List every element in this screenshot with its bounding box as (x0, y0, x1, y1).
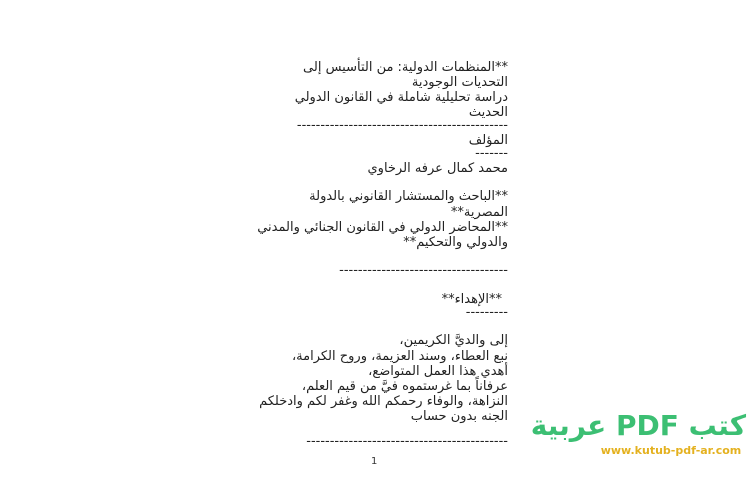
author-name: محمد كمال عرفه الرخاوي (367, 161, 508, 176)
dedication-line-1: إلى والديَّ الكريمين، (399, 333, 508, 348)
watermark-logo (530, 409, 746, 458)
author-title-line-2: المصرية** (450, 205, 508, 220)
page-number: 1 (371, 456, 378, 467)
dedication-line-2: نبع العطاء، وسند العزيمة، وروح الكرامة، (291, 349, 508, 364)
separator-4: --------- (465, 305, 508, 320)
dedication-line-5: النزاهة، والوفاء رحمكم الله وغفر لكم وادخلكم (259, 394, 508, 409)
separator-3: ------------------------------------ (339, 263, 508, 278)
dedication-heading: **الإهداء** (441, 292, 502, 307)
watermark-title: كتب PDF عربية (530, 409, 746, 442)
separator-1: --------------------------------------------- (296, 118, 508, 133)
author-heading: المؤلف (468, 133, 508, 148)
separator-5: ------------------------------------------- (306, 434, 508, 449)
dedication-line-4: عرفاناً بما غرستموه فيَّ من قيم العلم، (301, 379, 508, 394)
dedication-line-6: الجنه بدون حساب (410, 409, 508, 424)
author-title-line-3: **المحاضر الدولي في القانون الجنائي والمدني (257, 220, 508, 235)
title-line-2: التحديات الوجودية (411, 75, 508, 90)
author-title-line-1: **الباحث والمستشار القانوني بالدولة (309, 189, 508, 204)
subtitle-line-2: الحديث (468, 105, 508, 120)
separator-2: ------- (475, 146, 508, 161)
dedication-line-3: أهدي هذا العمل المتواضع، (368, 364, 508, 379)
title-line-1: **المنظمات الدولية: من التأسيس إلى (303, 60, 508, 75)
subtitle-line-1: دراسة تحليلية شاملة في القانون الدولي (294, 90, 508, 105)
author-title-line-4: والدولي والتحكيم** (403, 235, 508, 250)
watermark-url: www.kutub-pdf-ar.com (600, 444, 742, 457)
